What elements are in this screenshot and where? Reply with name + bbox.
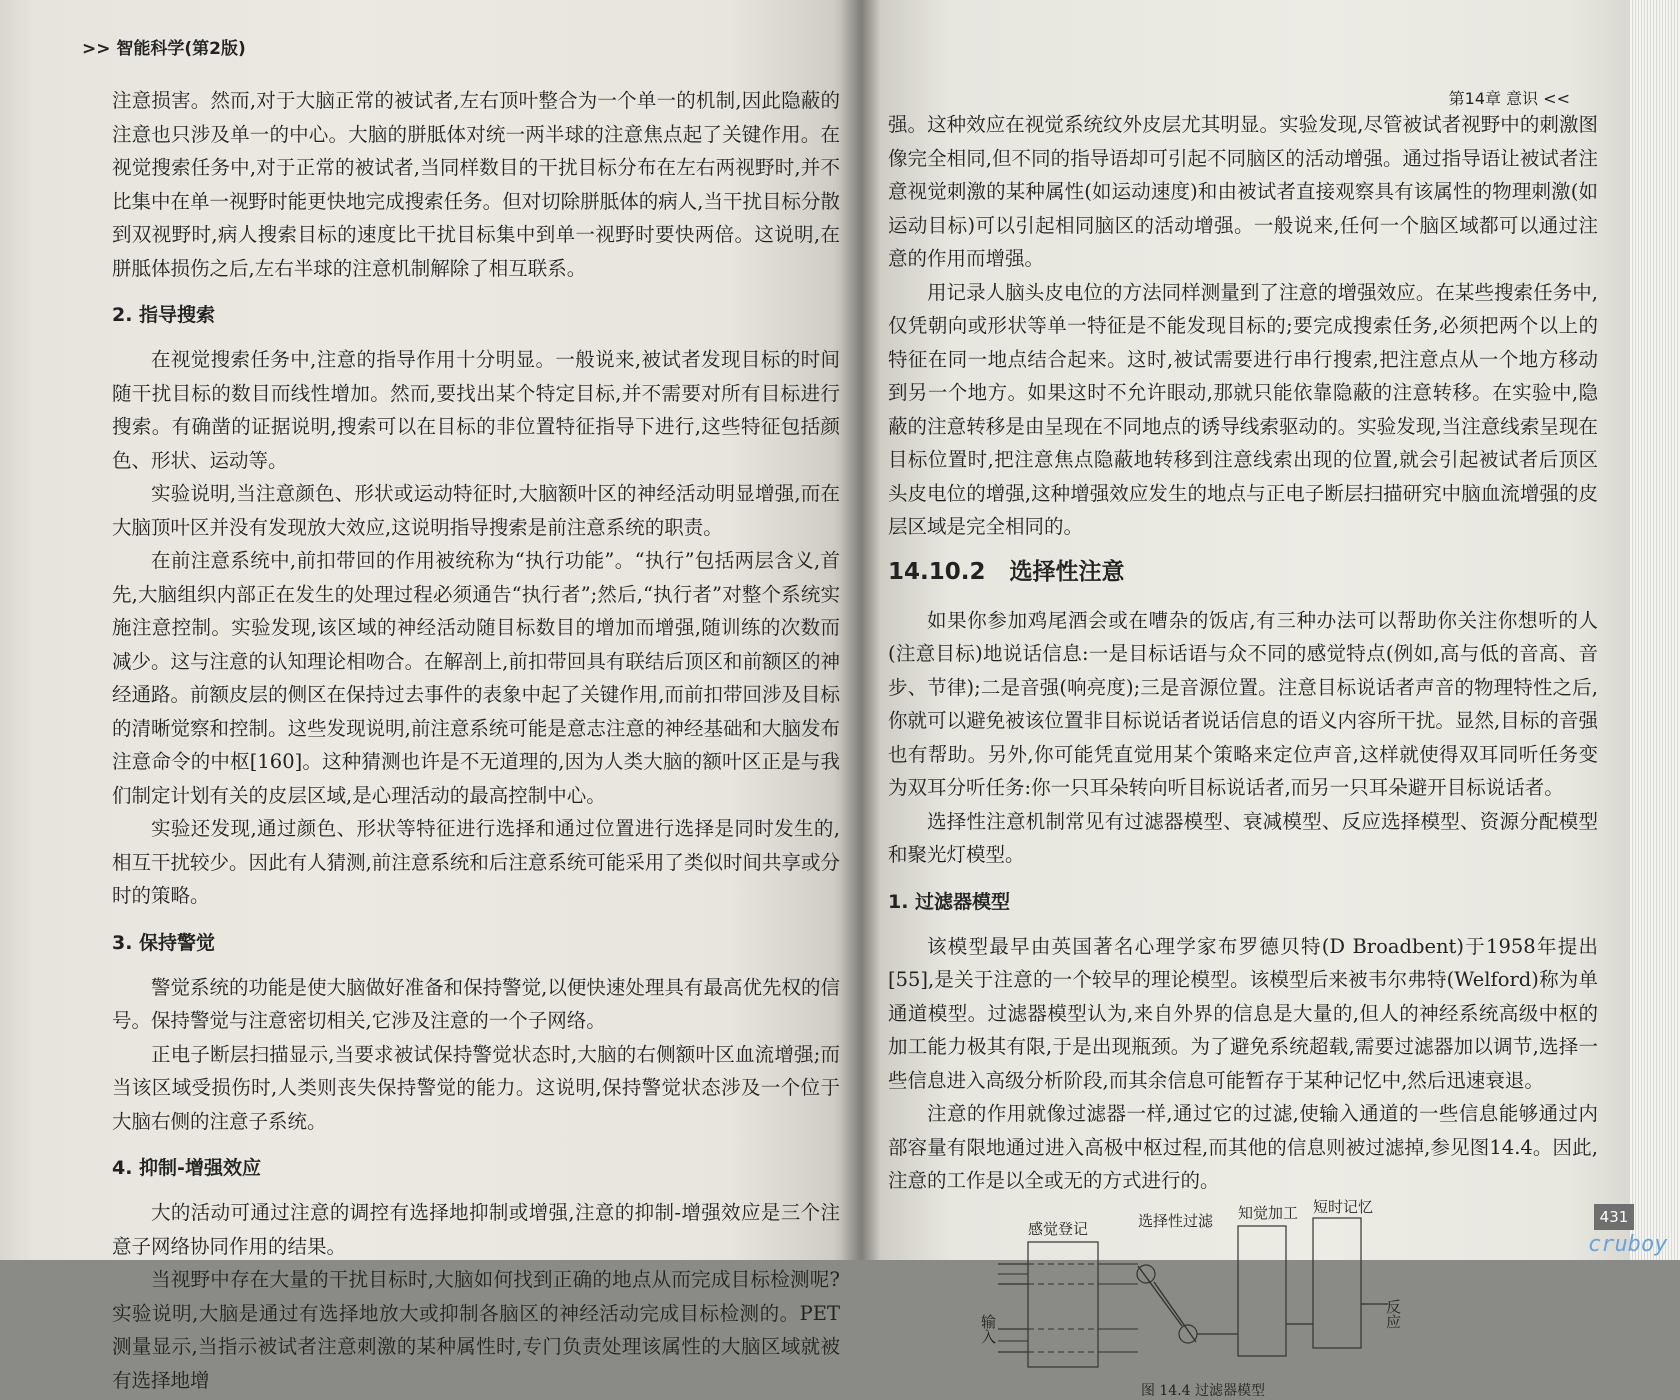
response-label: 反应 bbox=[1384, 1298, 1402, 1329]
left-column bbox=[112, 84, 840, 1397]
figure-caption: 图 14.4 过滤器模型 bbox=[1140, 1382, 1266, 1399]
running-header-right: 第14章 意识 << bbox=[1448, 89, 1570, 108]
paragraph: 如果你参加鸡尾酒会或在嘈杂的饭店,有三种办法可以帮助你关注你想听的人(注意目标)地说话信息:一是目标话语与众不同的感觉特点(例如,高与低的音高、音步、节律);二是音强(响亮度);三是音源位置。注意目标说话者声音的物理特性之后,你就可以避免被该位置非目标说话者说话信息的语义内容所干扰。显然,目标的音强也有帮助。另外,你可能凭直觉用某个策略来定位声音,这样就使得双耳同听任务变为双耳分听任务:你一只耳朵转向听目标说话者,而另一只耳朵避开目标说话者。 bbox=[888, 608, 1598, 799]
paragraph: 用记录人脑头皮电位的方法同样测量到了注意的增强效应。在某些搜索任务中,仅凭朝向或形状等单一特征是不能发现目标的;要完成搜索任务,必须把两个以上的特征在同一地点结合起来。这时,被试需要进行串行搜索,把注意点从一个地方移动到另一个地方。如果这时不允许眼动,那就只能依靠隐蔽的注意转移。在实验中,隐蔽的注意转移是由呈现在不同地点的诱导线索驱动的。实验发现,当注意线索呈现在目标位置时,把注意焦点隐蔽地转移到注意线索出现的位置,就会引起被试者后顶区头皮电位的增强,这种增强效应发生的地点与正电子断层扫描研究中脑血流增强的皮层区域是完全相同的。 bbox=[888, 280, 1598, 538]
paragraph: 正电子断层扫描显示,当要求被试保持警觉状态时,大脑的右侧额叶区血流增强;而当该区域受损伤时,人类则丧失保持警觉的能力。这说明,保持警觉状态涉及一个位于大脑右侧的注意子系统。 bbox=[112, 1042, 840, 1133]
figure-filter-model bbox=[888, 1197, 1598, 1400]
paragraph: 注意损害。然而,对于大脑正常的被试者,左右顶叶整合为一个单一的机制,因此隐蔽的注意也只涉及单一的中心。大脑的胼胝体对统一两半球的注意焦点起了关键作用。在视觉搜索任务中,对于正常的被试者,当同样数目的干扰目标分布在左右两视野时,并不比集中在单一视野时能更快地完成搜索任务。但对切除胼胝体的病人,当干扰目标分散到双视野时,病人搜索目标的速度比干扰目标集中到单一视野时要快两倍。这说明,在胼胝体损伤之后,左右半球的注意机制解除了相互联系。 bbox=[112, 89, 840, 280]
paragraph: 强。这种效应在视觉系统纹外皮层尤其明显。实验发现,尽管被试者视野中的刺激图像完全相同,但不同的指导语却可引起不同脑区的活动增强。通过指导语让被试者注意视觉刺激的某种属性(如运动速度)和由被试者直接观察具有该属性的物理刺激(如运动目标)可以引起相同脑区的活动增强。一般说来,任何一个脑区域都可以通过注意的作用而增强。 bbox=[888, 113, 1598, 270]
perceptual-processing-box bbox=[1238, 1226, 1286, 1356]
perceptual-processing-label: 知觉加工 bbox=[1238, 1203, 1299, 1222]
selective-filter-label: 选择性过滤 bbox=[1138, 1211, 1214, 1230]
section-heading: 3. 保持警觉 bbox=[112, 931, 216, 954]
short-term-memory-label: 短时记忆 bbox=[1313, 1197, 1374, 1216]
paragraph: 实验说明,当注意颜色、形状或运动特征时,大脑额叶区的神经活动明显增强,而在大脑顶叶区并没有发现放大效应,这说明指导搜索是前注意系统的职责。 bbox=[112, 482, 840, 539]
sensory-register-label: 感觉登记 bbox=[1028, 1219, 1089, 1238]
page-edges bbox=[1630, 0, 1680, 1260]
right-page bbox=[858, 0, 1630, 1399]
paragraph: 该模型最早由英国著名心理学家布罗德贝特(D Broadbent)于1958年提出[55],是关于注意的一个较早的理论模型。该模型后来被韦尔弗特(Welford)称为单通道模型。过滤器模型认为,来自外界的信息是大量的,但人的神经系统高级中枢的加工能力极其有限,于是出现瓶颈。为了避免系统超载,需要过滤器加以调节,选择一些信息进入高级分析阶段,而其余信息可能暂存于某种记忆中,然后迅速衰退。 bbox=[888, 934, 1598, 1092]
running-header-left: >> 智能科学(第2版) bbox=[82, 39, 246, 59]
book-gutter bbox=[840, 0, 880, 1260]
input-label: 输入 bbox=[979, 1313, 997, 1344]
paragraph: 注意的作用就像过滤器一样,通过它的过滤,使输入通道的一些信息能够通过内部容量有限地通过进入高极中枢过程,而其他的信息则被过滤掉,参见图14.4。因此,注意的工作是以全或无的方式进行的。 bbox=[888, 1102, 1598, 1192]
filter-channel bbox=[1154, 1282, 1196, 1342]
watermark: cruboy bbox=[1588, 1232, 1668, 1257]
paragraph: 在视觉搜索任务中,注意的指导作用十分明显。一般说来,被试者发现目标的时间随干扰目标的数目而线性增加。然而,要找出某个特定目标,并不需要对所有目标进行搜索。有确凿的证据说明,搜索可以在目标的非位置特征指导下进行,这些特征包括颜色、形状、运动等。 bbox=[112, 348, 840, 472]
subsection-title: 选择性注意 bbox=[1009, 558, 1125, 585]
section-heading: 4. 抑制-增强效应 bbox=[112, 1157, 261, 1179]
section-heading: 1. 过滤器模型 bbox=[888, 890, 1011, 913]
subsection-number: 14.10.2 bbox=[888, 558, 986, 585]
filter-channel bbox=[1138, 1266, 1182, 1326]
section-heading: 2. 指导搜索 bbox=[112, 304, 216, 326]
paragraph: 选择性注意机制常见有过滤器模型、衰减模型、反应选择模型、资源分配模型和聚光灯模型。 bbox=[888, 809, 1598, 866]
paragraph: 大的活动可通过注意的调控有选择地抑制或增强,注意的抑制-增强效应是三个注意子网络协同作用的结果。 bbox=[112, 1201, 840, 1258]
paragraph: 警觉系统的功能是使大脑做好准备和保持警觉,以便快速处理具有最高优先权的信号。保持警觉与注意密切相关,它涉及注意的一个子网络。 bbox=[112, 975, 840, 1032]
sensory-register-box bbox=[1028, 1242, 1098, 1367]
short-term-memory-box bbox=[1313, 1218, 1361, 1348]
filter-model-diagram bbox=[979, 1197, 1548, 1374]
paragraph: 在前注意系统中,前扣带回的作用被统称为“执行功能”。“执行”包括两层含义,首先,大脑组织内部正在发生的处理过程必须通告“执行者”;然后,“执行者”对整个系统实施注意控制。实验发现,该区域的神经活动随目标数目的增加而增强,随训练的次数而减少。这与注意的认知理论相吻合。在解剖上,前扣带回具有联结后顶区和前额区的神经通路。前额皮层的侧区在保持过去事件的表象中起了关键作用,而前扣带回涉及目标的清晰觉察和控制。这些发现说明,前注意系统可能是意志注意的神经基础和大脑发布注意命令的中枢[160]。这种猜测也许是不无道理的,因为人类大脑的额叶区正是与我们制定计划有关的皮层区域,是心理活动的最高控制中心。 bbox=[112, 549, 840, 807]
page-number: 431 bbox=[1594, 1204, 1634, 1230]
paragraph: 当视野中存在大量的干扰目标时,大脑如何找到正确的地点从而完成目标检测呢?实验说明,大脑是通过有选择地放大或抑制各脑区的神经活动完成目标检测的。PET测量显示,当指示被试者注意刺激的某种属性时,专门负责处理该属性的大脑区域就被有选择地增 bbox=[112, 1268, 840, 1392]
subsection-heading bbox=[888, 554, 1598, 590]
right-column bbox=[888, 108, 1598, 1400]
paragraph: 实验还发现,通过颜色、形状等特征进行选择和通过位置进行选择是同时发生的,相互干扰较少。因此有人猜测,前注意系统和后注意系统可能采用了类似时间共享或分时的策略。 bbox=[112, 817, 840, 907]
